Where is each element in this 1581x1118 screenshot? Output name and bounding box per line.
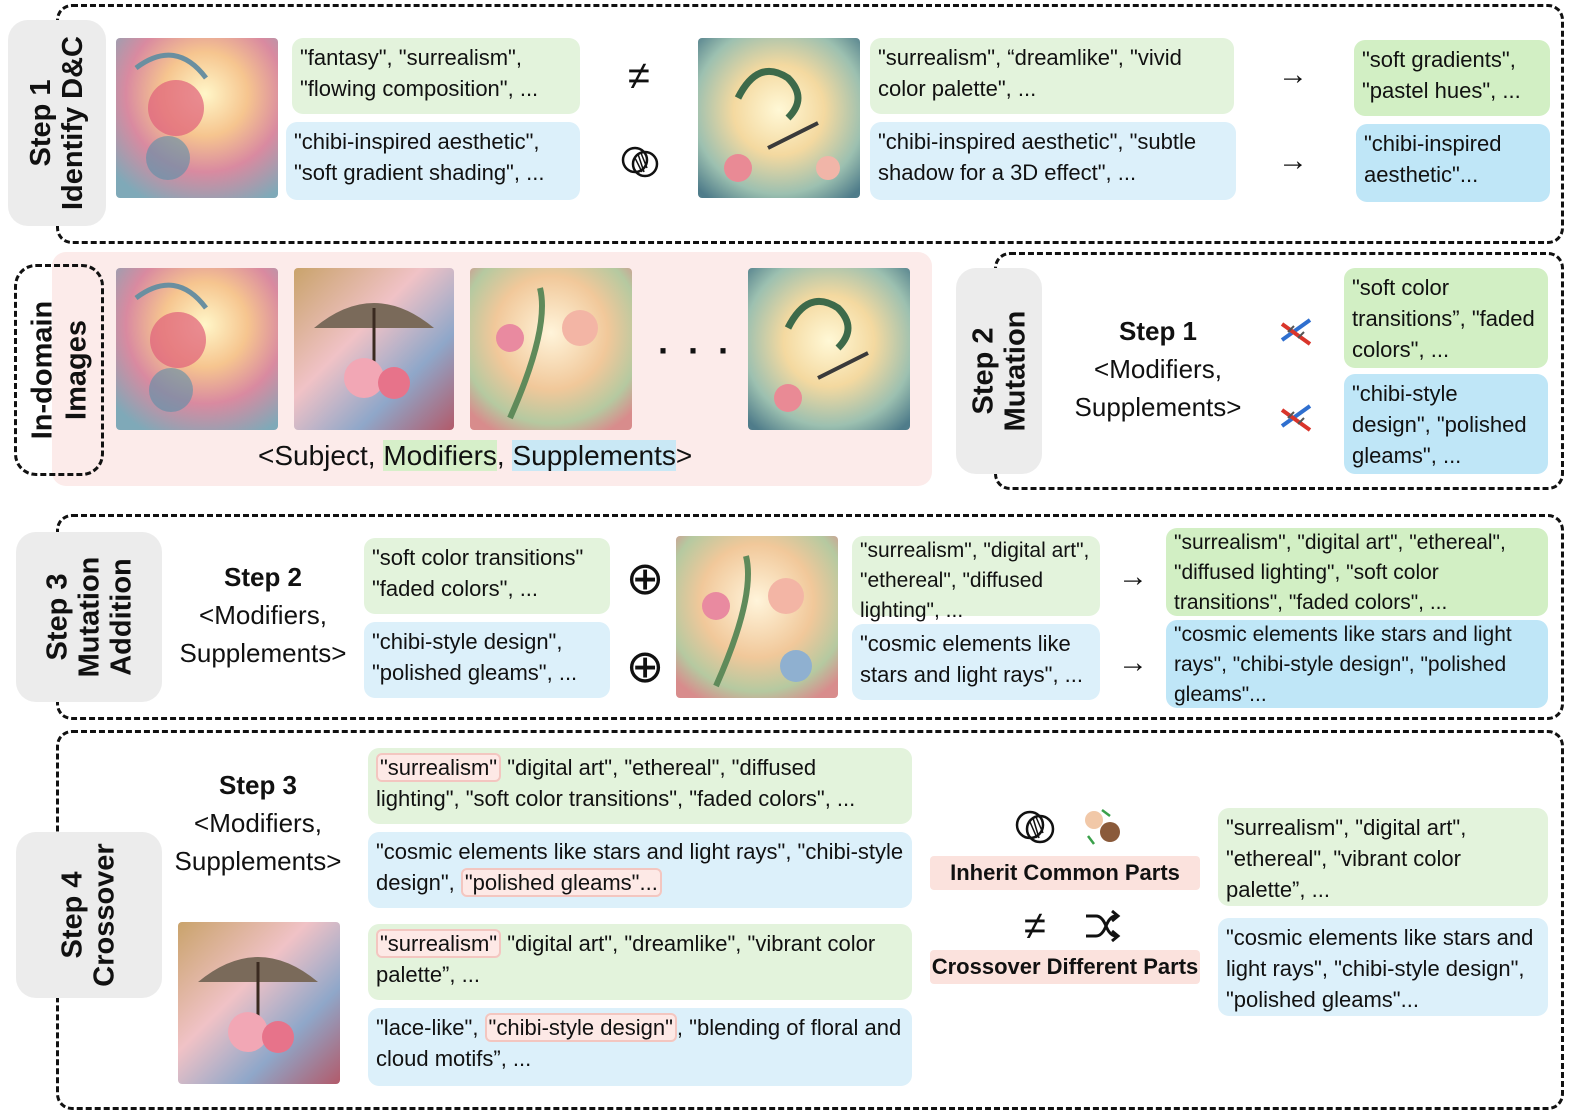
step4-parentB-supplements [368, 1008, 912, 1086]
inherit-people-icon [1080, 806, 1124, 848]
plus-symbol-supplements: ⊕ [625, 640, 665, 692]
step4-not-equal-symbol: ≠ [1024, 904, 1046, 948]
step4-output-modifiers: "surrealism", "digital art", "ethereal", "vibrant color palette”, ... [1218, 808, 1548, 906]
indomain-image-3 [470, 268, 632, 430]
indomain-caption [258, 438, 692, 474]
not-equal-symbol: ≠ [628, 54, 650, 98]
indomain-image-1 [116, 268, 278, 430]
intersection-icon [620, 142, 660, 182]
step4-output-supplements: "cosmic elements like stars and light rays", "chibi-style design", "polished gleams"... [1218, 918, 1548, 1016]
indomain-tab-line2: Images [60, 320, 93, 420]
step4-input-title: Step 3 [218, 770, 298, 800]
caption-suffix: > [675, 440, 693, 471]
step4-parentA-supplements [368, 832, 912, 908]
parentA-different-highlight: "polished gleams"... [461, 868, 662, 897]
step1-img1-supplements: "chibi-inspired aesthetic", "soft gradient shading", ... [286, 122, 580, 200]
step3-input-line3: Supplements> [179, 638, 347, 668]
step3-input-supplements: "chibi-style design", "polished gleams", ... [364, 622, 610, 698]
indomain-ellipsis: · · · [658, 330, 734, 371]
step1-arrow-supplements: → [1278, 144, 1308, 177]
parentA-supplements-pre: "cosmic elements like stars and light rays", "chibi-style design", [376, 839, 904, 895]
indomain-image-2 [294, 268, 454, 430]
step4-parentA-modifiers [368, 748, 912, 824]
caption-prefix: <Subject, [258, 440, 384, 471]
step4-tab-line2: Crossover [89, 843, 121, 987]
parentB-modifiers-rest: "digital art", "dreamlike", "vibrant color palette”, ... [376, 931, 876, 987]
step4-tab-line1: Step 4 [57, 871, 89, 959]
step4-image-umbrella [178, 922, 340, 1084]
step1-tab-line2: Identify D&C [57, 36, 89, 210]
step3-tab-line3: Addition [105, 558, 137, 676]
step3-arrow-modifiers: → [1118, 560, 1148, 593]
step4-parentB-modifiers [368, 924, 912, 1000]
step2-tab [956, 268, 1042, 474]
step1-tab [8, 20, 106, 226]
step4-tab [16, 832, 162, 998]
step3-image-modifiers: "surrealism", "digital art", "ethereal", "diffused lighting", ... [852, 536, 1100, 616]
step2-output-modifiers: "soft color transitions”, "faded colors", ... [1344, 268, 1548, 368]
step1-img2-supplements: "chibi-inspired aesthetic", "subtle shadow for a 3D effect", ... [870, 122, 1236, 200]
step2-input-label [1062, 312, 1254, 426]
step3-tab-line2: Mutation [73, 556, 105, 678]
step1-arrow-modifiers: → [1278, 58, 1308, 91]
step4-input-line2: <Modifiers, [194, 808, 322, 838]
step4-input-line3: Supplements> [174, 846, 342, 876]
step3-output-supplements: "cosmic elements like stars and light rays", "chibi-style design", "polished gleams"... [1166, 620, 1548, 708]
step3-input-label [166, 558, 360, 672]
step3-input-line2: <Modifiers, [199, 600, 327, 630]
parentB-different-highlight: "chibi-style design" [485, 1013, 677, 1042]
parentB-supplements-post: , "blending of floral and cloud motifs”, ... [376, 1015, 902, 1071]
step2-input-title: Step 1 [1118, 316, 1198, 346]
caption-supplements: Supplements [512, 440, 676, 471]
step3-image-supplements: "cosmic elements like stars and light rays", ... [852, 624, 1100, 700]
step1-img2-modifiers: "surrealism", “dreamlike", "vivid color palette", ... [870, 38, 1234, 114]
step1-output-modifiers: "soft gradients", "pastel hues", ... [1354, 40, 1550, 116]
step1-img1-modifiers: "fantasy", "surrealism", "flowing composition", ... [292, 38, 580, 114]
step1-tab-line1: Step 1 [25, 79, 57, 167]
dna-icon-modifiers [1276, 310, 1316, 350]
indomain-image-4 [748, 268, 910, 430]
caption-separator: , [496, 440, 513, 471]
parentA-modifiers-rest: "digital art", "ethereal", "diffused lighting", "soft color transitions", "faded colors", ... [376, 755, 856, 811]
inherit-common-parts-label: Inherit Common Parts [930, 856, 1200, 890]
step2-input-line3: Supplements> [1074, 392, 1242, 422]
step2-tab-line1: Step 2 [967, 327, 999, 415]
step2-input-line2: <Modifiers, [1094, 354, 1222, 384]
step3-tab-line1: Step 3 [41, 573, 73, 661]
step3-image [676, 536, 838, 698]
parentB-supplements-pre: "lace-like", [376, 1015, 485, 1040]
step1-image-key-swirl [698, 38, 860, 198]
parentB-common-highlight: "surrealism" [376, 929, 501, 958]
crossover-different-parts-label: Crossover Different Parts [930, 950, 1200, 984]
step1-image-fantasy-face [116, 38, 278, 198]
step4-input-label [160, 766, 356, 880]
indomain-tab [14, 264, 104, 476]
plus-symbol-modifiers: ⊕ [625, 552, 665, 604]
step4-intersection-icon [1014, 806, 1056, 848]
shuffle-icon [1082, 908, 1122, 944]
caption-modifiers: Modifiers [383, 440, 497, 471]
parentA-common-highlight: "surrealism" [376, 753, 501, 782]
step2-output-supplements: "chibi-style design", "polished gleams", ... [1344, 374, 1548, 474]
step3-input-title: Step 2 [223, 562, 303, 592]
step2-tab-line2: Mutation [999, 310, 1031, 432]
step3-input-modifiers: "soft color transitions" "faded colors", ... [364, 538, 610, 614]
step3-tab [16, 532, 162, 702]
step3-arrow-supplements: → [1118, 646, 1148, 679]
step1-output-supplements: "chibi-inspired aesthetic"... [1356, 124, 1550, 202]
dna-icon-supplements [1276, 396, 1316, 436]
indomain-tab-line1: In-domain [26, 300, 59, 440]
step3-output-modifiers: "surrealism", "digital art", "ethereal", "diffused lighting", "soft color transitions", "faded colors", ... [1166, 528, 1548, 616]
